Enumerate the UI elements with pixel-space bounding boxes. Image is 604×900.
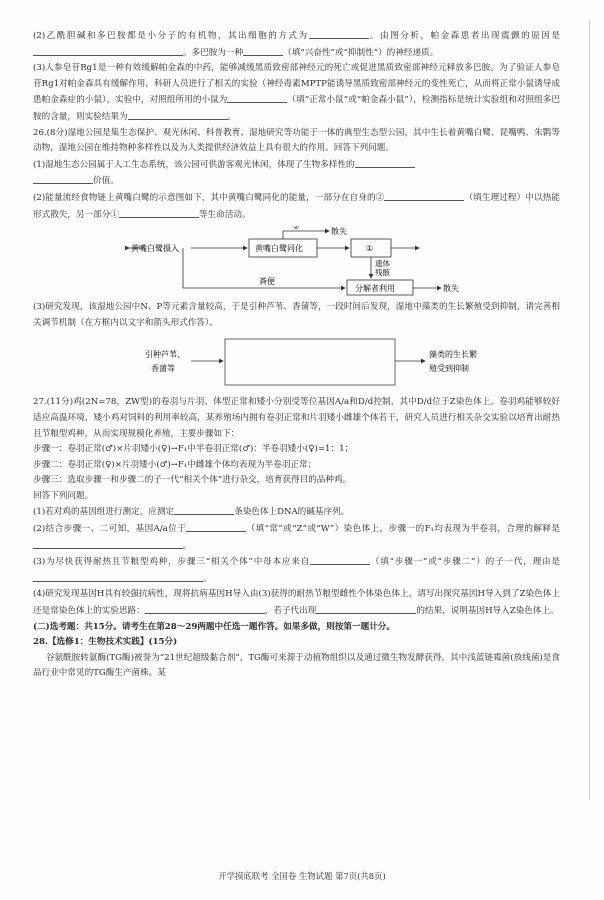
q27-part4: (4)研究发现基因H具有较强抗病性，现将抗病基因H导入由(3)获得的耐热节粮型雌性个体染色体上。请写出探究基因H导入到了Z染色体上还是常染色体上的实验思路： ，若子代出现 的结果，说明基因H导入Z染色体上。 — [33, 589, 560, 617]
remains-label-2: 残骸 — [375, 268, 390, 278]
section2-heading: (二)选考题：共15分。请考生在第28～29两题中任选一题作答。如果多做，则按第一题计分。 — [33, 621, 395, 632]
regulation-box-diagram — [33, 335, 560, 391]
assim-label: 黄嘴白鹭同化 — [255, 244, 303, 254]
answer-blank[interactable] — [119, 207, 199, 218]
q27-part2: (2)结合步骤一、二可知，基因A/a位于 （填“常”或“Z”或“W”）染色体上，步骤一的F₁均表现为半卷羽，合理的解释是。 — [33, 521, 560, 554]
answer-blank[interactable] — [186, 521, 246, 532]
remains-label-1: 遗体 — [375, 259, 390, 269]
energy-flow-diagram — [33, 226, 560, 296]
decomp-label: 分解者利用 — [355, 284, 395, 294]
answer-blank[interactable] — [309, 28, 369, 39]
q26-part1: (1)湿地生态公园属于人工生态系统，该公园可供游客观光休闲，体现了生物多样性的 价值。 — [33, 157, 560, 190]
intake-label: 黄嘴白鹭摄入 — [131, 244, 179, 254]
answer-blank[interactable] — [243, 45, 283, 56]
answer-blank[interactable] — [33, 538, 183, 549]
q27-part3: (3)为尽快获得耐热且节粮型鸡种，步骤三“相关个体”中母本应来自 （填“步骤一”或“步骤二”）的子一代，理由是。 — [33, 554, 560, 587]
page-footer: 开学摸底联考 全国卷 生物试题 第7页(共8页) — [218, 871, 386, 881]
loss2-label: 散失 — [443, 284, 459, 294]
answer-blank[interactable] — [145, 603, 265, 614]
box1-label: ① — [366, 244, 374, 254]
q27-intro: 27.(11分)鸡(2N=78，ZW型)的卷羽与片羽、体型正常和矮小分别受等位基因A/a和D/d控制，其中D/d位于Z染色体上。卷羽鸡能够较好适应高温环境，矮小鸡对饲料的利用率较高，某养殖场内拥有卷羽正常和片羽矮小雌雄个体若干，研究人员进行相关杂交实验以培育出耐热且节粮型鸡种，从而实现规模化养殖，主要步骤如下： — [33, 397, 560, 439]
answer-blank[interactable] — [310, 554, 370, 565]
answer-blank[interactable] — [128, 109, 228, 120]
reg-left-1: 引种芦苇、 — [145, 350, 185, 360]
q26-part3: (3)研究发现，该湿地公园中N、P等元素含量较高，于是引种芦苇、香蒲等，一段时间后发现，湿地中藻类的生长繁殖受到抑制，请完善相关调节机制（在方框内以文字和箭头形式作答）。 — [33, 302, 560, 328]
page-edge-line — [589, 20, 590, 800]
circle2-label: ② — [293, 226, 300, 232]
feces-label: 粪便 — [259, 277, 275, 287]
q27-step1: 步骤一：卷羽正常(♂)×片羽矮小(♀)→F₁中半卷羽正常(♂)：半卷羽矮小(♀)=1：1； — [33, 444, 354, 455]
reg-left-2: 香蒲等 — [151, 364, 175, 374]
reg-right-2: 殖受到抑制 — [429, 364, 469, 374]
q27-step2: 步骤二：卷羽正常(♀)×片羽矮小(♂)→F₁中雌雄个体均表现为半卷羽正常； — [33, 459, 317, 470]
q27-part1: (1)若对鸡的基因组进行测定，应测定 条染色体上DNA的碱基序列。 — [33, 504, 560, 521]
energy-flow-svg — [33, 226, 560, 296]
answer-blank[interactable] — [227, 92, 287, 103]
answer-box[interactable] — [225, 339, 395, 385]
page-content — [33, 28, 560, 682]
regulation-svg — [33, 335, 560, 391]
answer-blank[interactable] — [174, 504, 234, 515]
q26-part2: (2)能量流经食物链上黄嘴白鹭的示意图如下，其中黄嘴白鹭同化的能量，一部分在自身的② （填生理过程）中以热能形式散失，另一部分① 等生命活动。 — [33, 190, 560, 223]
answer-blank[interactable] — [33, 571, 203, 582]
answer-blank[interactable] — [33, 45, 183, 56]
q28-heading: 28.【选修1：生物技术实践】(15分) — [33, 637, 178, 648]
reg-right-1: 藻类的生长繁 — [429, 350, 477, 360]
q26-intro: 26.(8分)湿地公园是集生态保护、观光休闲、科普教育、湿地研究等功能于一体的典型生态型公园，其中生长着黄嘴白鹭、琵嘴鸭、朱鹮等动物，湿地公园在维持物种多样性以及为人类提供经济效益上具有很大的作用。回答下列问题。 — [33, 127, 560, 154]
answer-blank[interactable] — [384, 190, 464, 201]
q25-part2: (2)乙酰胆碱和多巴胺都是小分子的有机物，其出细胞的方式为 。由图分析，帕金森患者出现震颤的原因是。多巴胺为一种 （填“兴奋性”或“抑制性”）的神经递质。 — [33, 28, 560, 61]
q25-part3: (3)人参皂苷Rg1是一种有效缓解帕金森的中药，能够减缓黑质致密部神经元的死亡或促进黑质致密部神经元释放多巴胺。为了验证人参皂苷Rg1对帕金森具有缓解作用，科研人员进行了相关的实验（神经毒素MPTP能诱导黑质致密部神经元的变性死亡，从而将正常小鼠诱导成患帕金森症的小鼠），实验中，对照组所用的小鼠为 （填“正常小鼠”或“帕金森小鼠”），检测指标是统计实验组和对照组多巴胺的含量，则实验结果为 。 — [33, 63, 560, 122]
answer-blank[interactable] — [316, 603, 416, 614]
q28-body: 谷氨酰胺转氨酶(TG酶)被誉为“21世纪超级黏合剂”，TG酶可来源于动植物组织以及通过微生物发酵获得，其中浅蓝链霉菌(放线菌)是食品行业中常见的TG酶生产菌株。某 — [33, 652, 560, 679]
answer-blank[interactable] — [355, 157, 415, 168]
answer-blank[interactable] — [33, 173, 93, 184]
loss1-label: 散失 — [331, 227, 347, 237]
q27-step3: 步骤三：选取步骤一和步骤二的子一代“相关个体”进行杂交，培育获得目的品种鸡。 — [33, 475, 352, 486]
q27-ask: 回答下列问题。 — [33, 490, 94, 501]
